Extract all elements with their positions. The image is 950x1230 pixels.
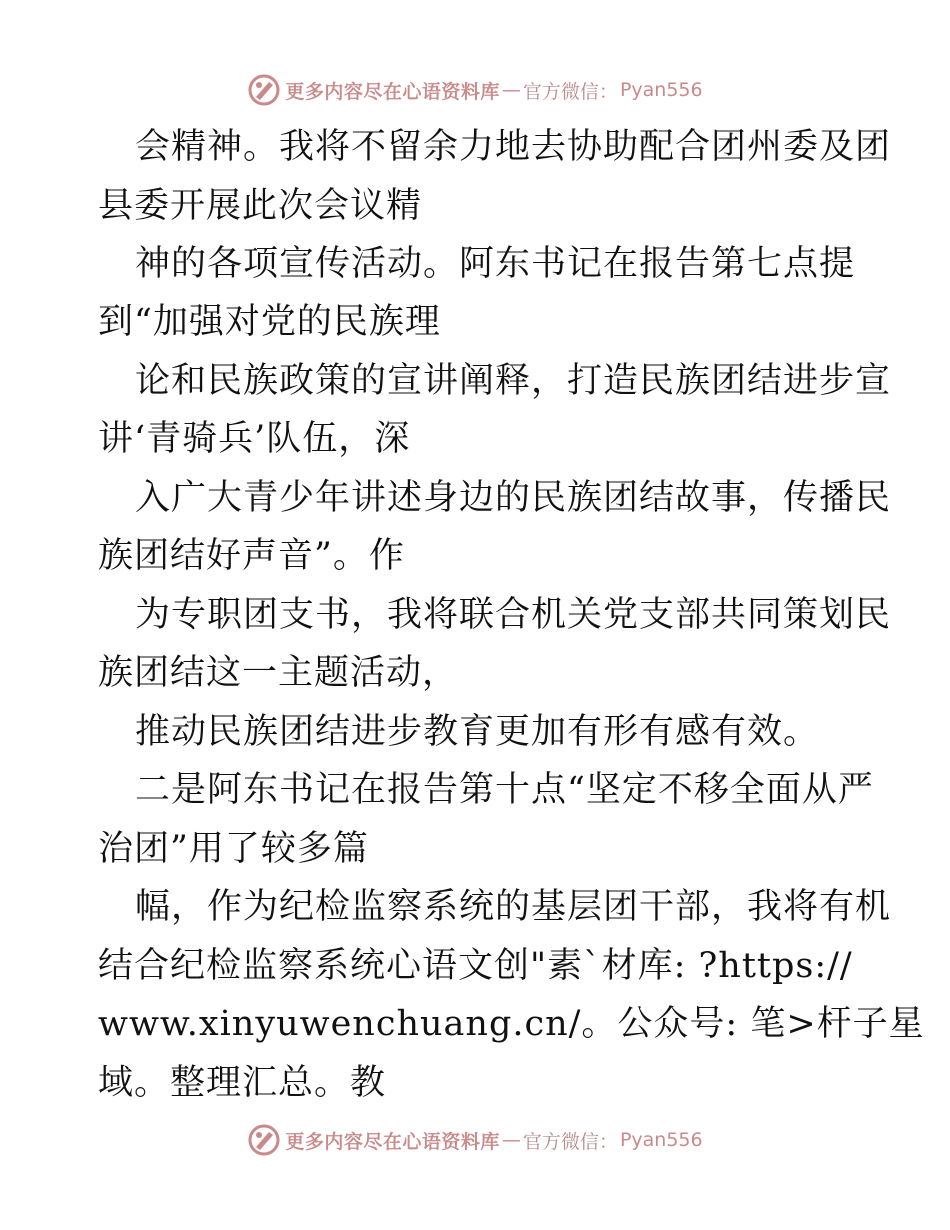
header-wechat-id: Pyan556	[619, 79, 703, 101]
body-line: 县委开展此次会议精	[98, 186, 423, 226]
body-line: 治团”用了较多篇	[98, 829, 369, 869]
body-line: 为专职团支书，我将联合机关党支部共同策划民	[135, 595, 892, 635]
body-line: 讲‘青骑兵’队伍，深	[98, 419, 411, 459]
body-line: 神的各项宣传活动。阿东书记在报告第七点提	[135, 244, 856, 284]
body-line: 会精神。我将不留余力地去协助配合团州委及团	[135, 127, 892, 167]
body-line: 二是阿东书记在报告第十点“坚定不移全面从严	[135, 770, 874, 810]
body-line: 结合纪检监察系统心语文创"素`材库: ?https://	[98, 946, 853, 986]
body-line: 域。整理汇总。教	[98, 1063, 387, 1103]
body-line: 到“加强对党的民族理	[98, 302, 441, 342]
footer-wechat-id: Pyan556	[619, 1129, 703, 1151]
body-line: 族团结这一主题活动，	[98, 653, 459, 693]
footer-brand-text: 更多内容尽在心语资料库	[285, 1130, 500, 1153]
brand-logo-icon	[247, 1123, 281, 1157]
footer-wechat-label: 官方微信：	[522, 1130, 618, 1153]
body-line: 族团结好声音”。作	[98, 536, 405, 576]
header-wechat-label: 官方微信：	[522, 80, 618, 103]
header-separator: —	[501, 79, 521, 101]
body-line: www.xinyuwenchuang.cn/。公众号: 笔>杆子星	[98, 1004, 925, 1044]
header-brand-text: 更多内容尽在心语资料库	[285, 80, 500, 103]
body-line: 论和民族政策的宣讲阐释，打造民族团结进步宣	[135, 361, 892, 401]
body-line: 推动民族团结进步教育更加有形有感有效。	[135, 712, 820, 752]
body-line: 幅，作为纪检监察系统的基层团干部，我将有机	[135, 887, 892, 927]
body-line: 入广大青少年讲述身边的民族团结故事，传播民	[135, 478, 892, 518]
footer-banner	[0, 1120, 950, 1160]
footer-separator: —	[501, 1129, 521, 1151]
